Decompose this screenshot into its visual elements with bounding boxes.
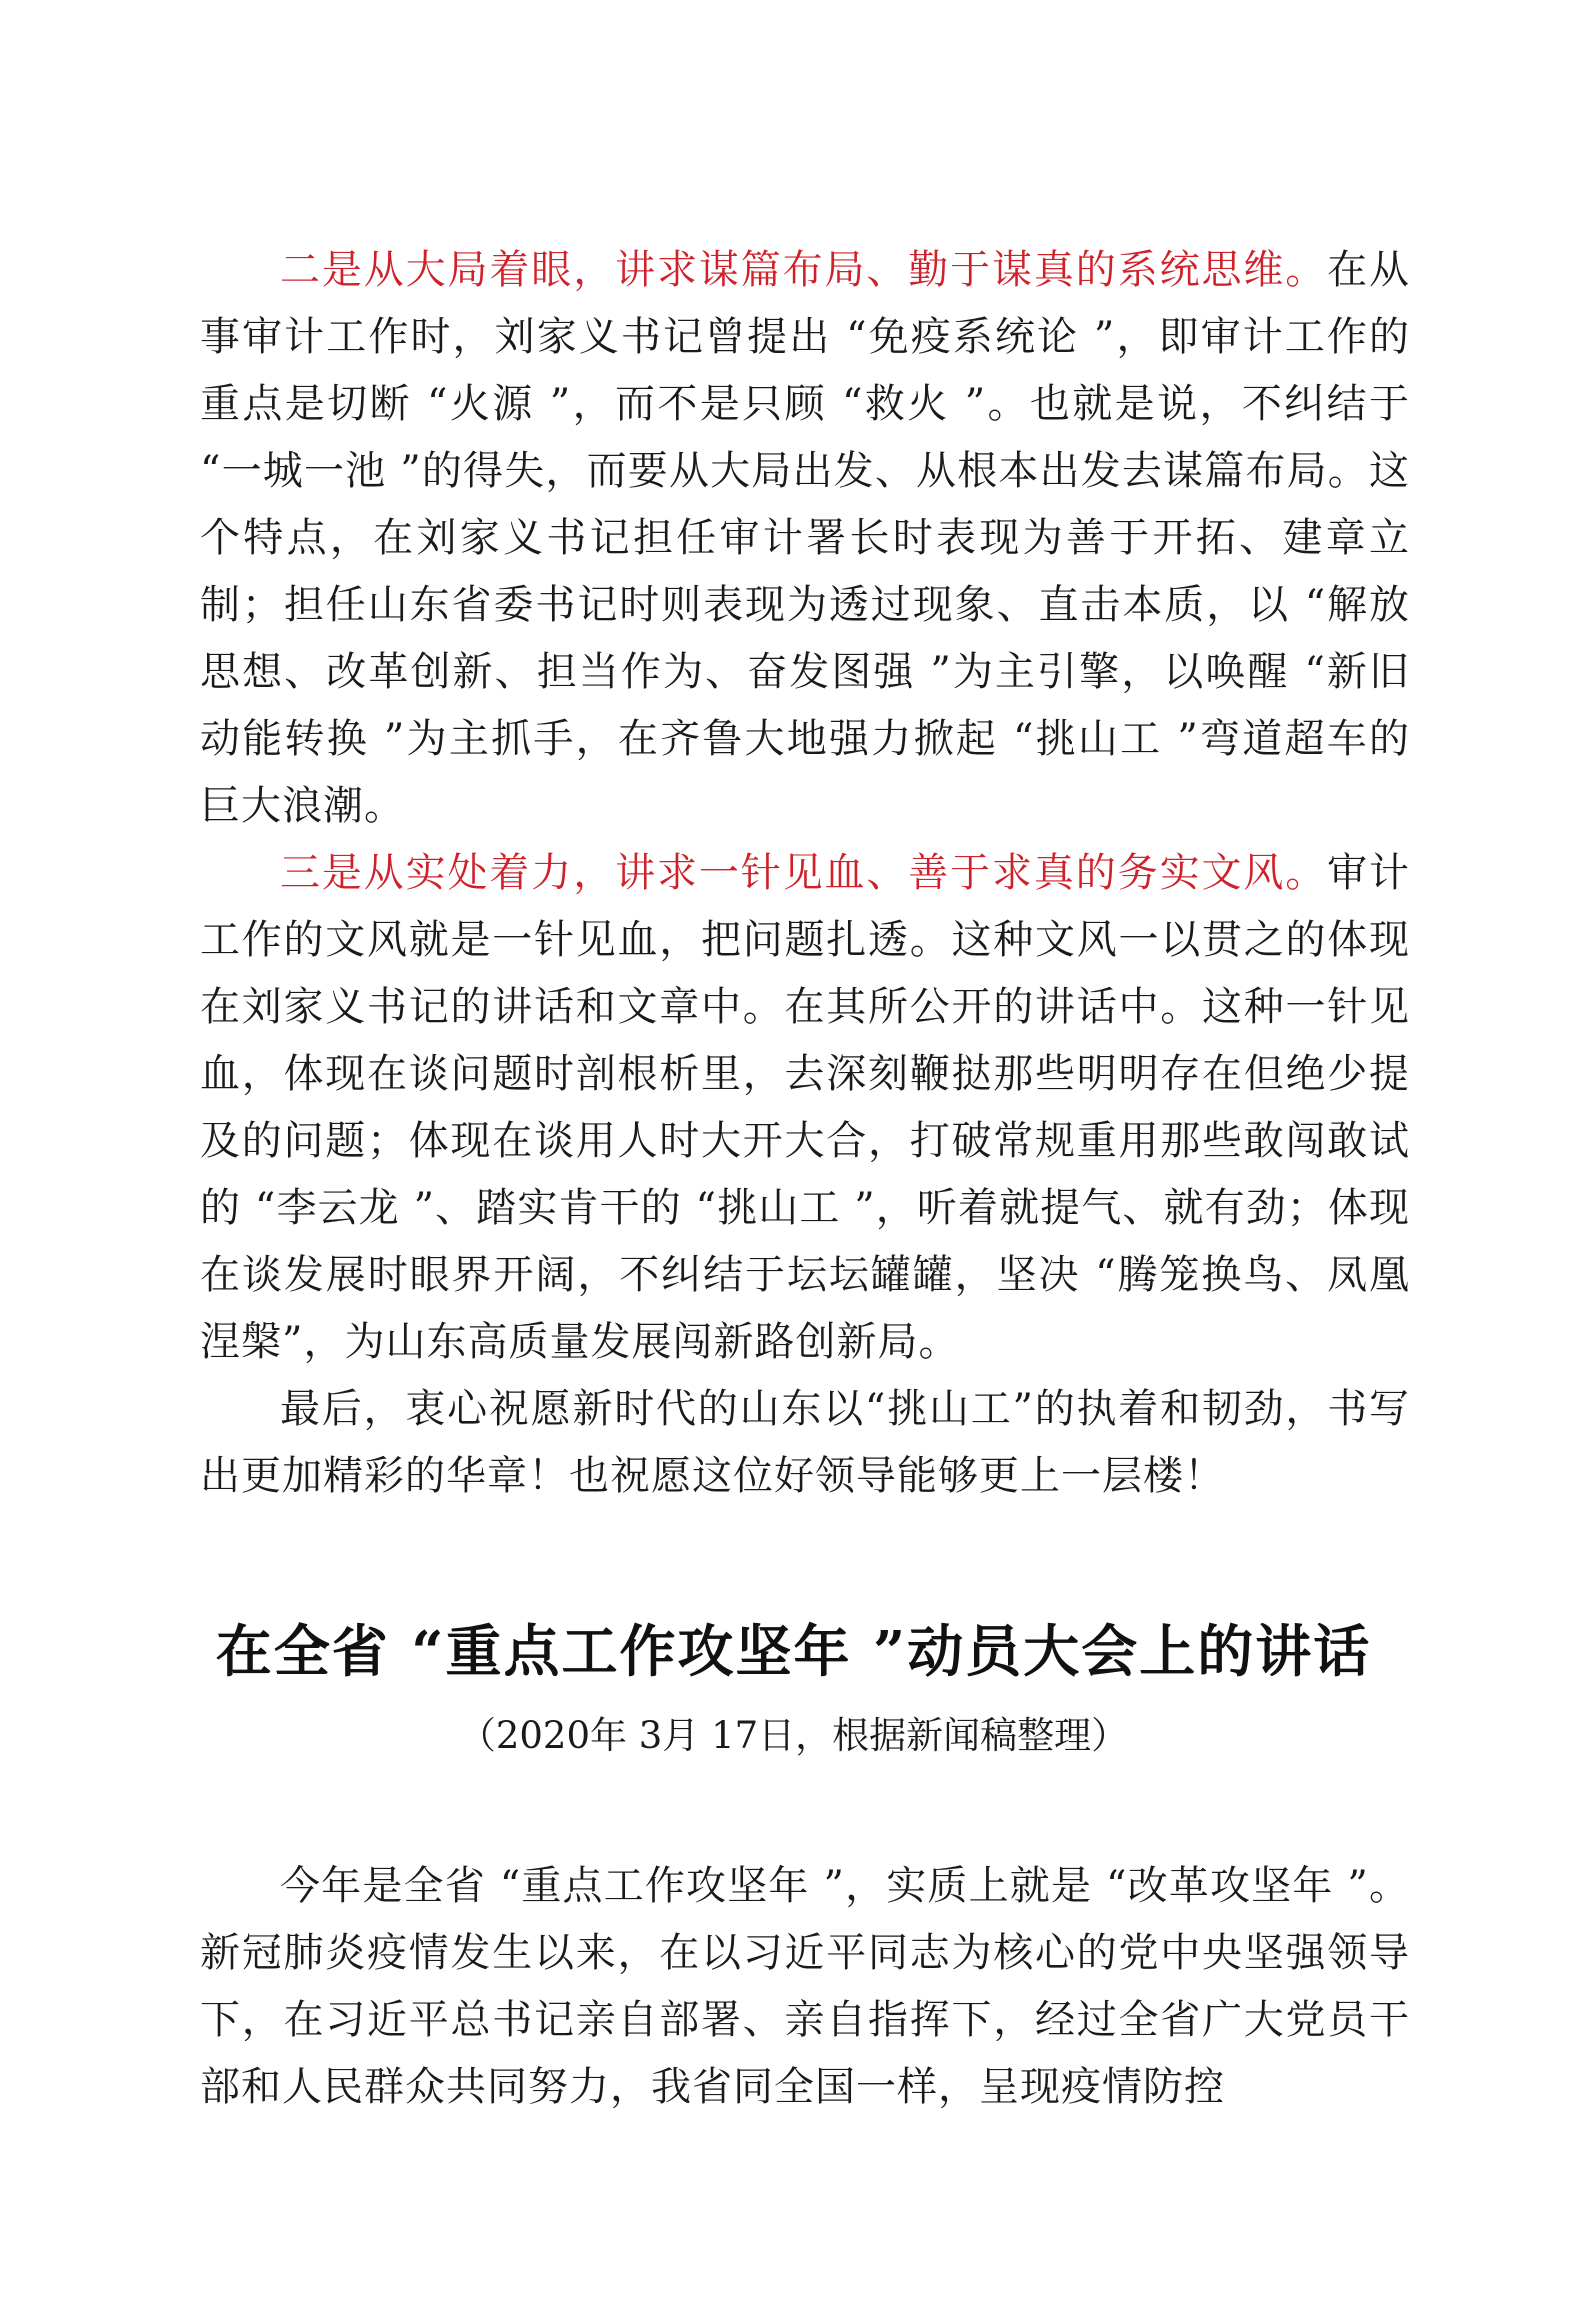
section-top-text	[200, 237, 1410, 1510]
article-body	[200, 1853, 1410, 2121]
paragraph-writing-style	[200, 840, 1410, 1376]
article-title: 在全省 “重点工作攻坚年 ”动员大会上的讲话	[215, 1619, 1372, 1685]
paragraph-heading-red: 二是从大局着眼，讲求谋篇布局、勤于谋真的系统思维。	[280, 247, 1328, 293]
paragraph-system-thinking	[200, 237, 1410, 840]
paragraph-heading-red: 三是从实处着力，讲求一针见血、善于求真的务实文风。	[280, 850, 1328, 896]
article-subtitle: （2020年 3月 17日，根据新闻稿整理）	[458, 1714, 1129, 1757]
paragraph-body: 在从事审计工作时，刘家义书记曾提出 “免疫系统论 ”，即审计工作的重点是切断 “火源 ”，而不是只顾 “救火 ”。也就是说，不纠结于 “一城一池 ”的得失，而要从大局出发、从根本出发去谋篇布局。这个特点，在刘家义书记担任审计署长时表现为善于开拓、建章立制；担任山东省委书记时则表现为透过现象、直击本质，以 “解放思想、改革创新、担当作为、奋发图强 ”为主引擎，以唤醒 “新旧动能转换 ”为主抓手，在齐鲁大地强力掀起 “挑山工 ”弯道超车的巨大浪潮。	[200, 247, 1411, 829]
article-paragraph: 今年是全省 “重点工作攻坚年 ”，实质上就是 “改革攻坚年 ”。新冠肺炎疫情发生以来，在以习近平同志为核心的党中央坚强领导下，在习近平总书记亲自部署、亲自指挥下，经过全省广大党员干部和人民群众共同努力，我省同全国一样，呈现疫情防控	[200, 1863, 1410, 2110]
paragraph-closing-wish: 最后，衷心祝愿新时代的山东以“挑山工”的执着和韧劲，书写出更加精彩的华章！也祝愿这位好领导能够更上一层楼！	[200, 1386, 1410, 1499]
paragraph-body: 审计工作的文风就是一针见血，把问题扎透。这种文风一以贯之的体现在刘家义书记的讲话和文章中。在其所公开的讲话中。这种一针见血，体现在谈问题时剖根析里，去深刻鞭挞那些明明存在但绝少提及的问题；体现在谈用人时大开大合，打破常规重用那些敢闯敢试的 “李云龙 ”、踏实肯干的 “挑山工 ”，听着就提气、就有劲；体现在谈发展时眼界开阔，不纠结于坛坛罐罐，坚决 “腾笼换鸟、凤凰涅槃”，为山东高质量发展闯新路创新局。	[200, 850, 1411, 1365]
